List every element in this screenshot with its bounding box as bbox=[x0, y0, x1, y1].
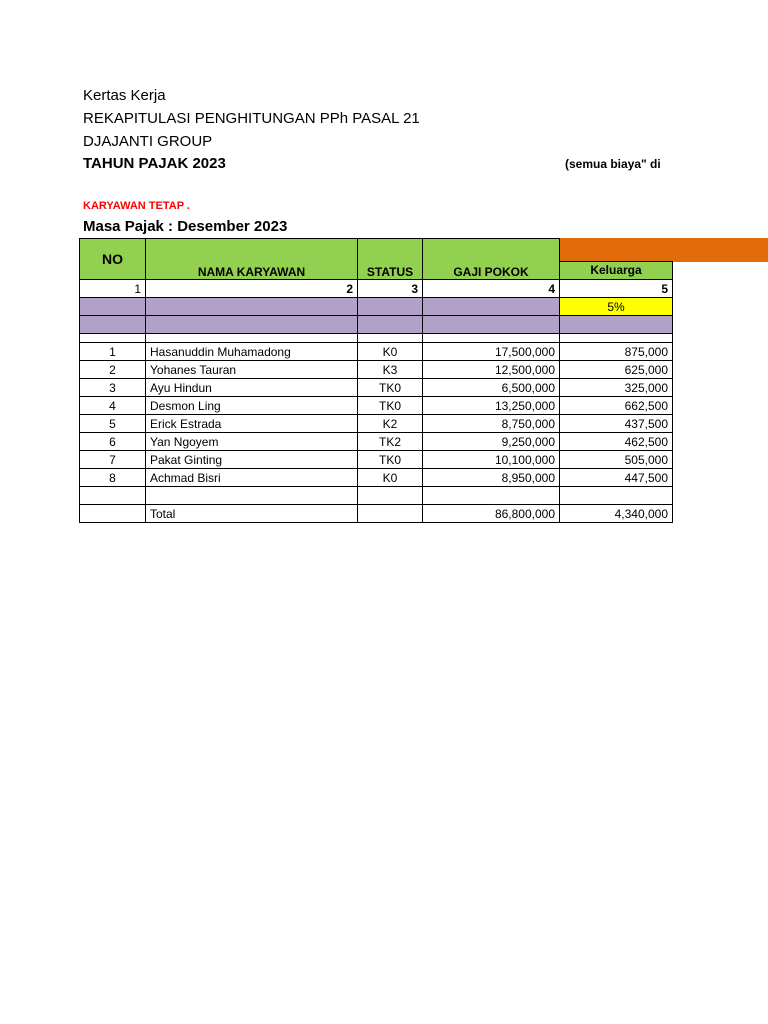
table-row bbox=[80, 415, 673, 433]
row-gaji: 6,500,000 bbox=[423, 379, 560, 397]
row-no: 6 bbox=[80, 433, 146, 451]
row-no: 1 bbox=[80, 343, 146, 361]
row-no: 3 bbox=[80, 379, 146, 397]
cost-note: (semua biaya" di bbox=[565, 157, 661, 171]
row-status: K0 bbox=[358, 343, 423, 361]
col-number: 1 bbox=[80, 280, 146, 298]
row-keluarga: 325,000 bbox=[560, 379, 673, 397]
purple-cell bbox=[423, 316, 560, 334]
row-gaji: 17,500,000 bbox=[423, 343, 560, 361]
row-no: 7 bbox=[80, 451, 146, 469]
doc-label: Kertas Kerja bbox=[83, 87, 166, 104]
col-header-no: NO bbox=[80, 239, 146, 280]
row-gaji: 8,750,000 bbox=[423, 415, 560, 433]
company-name: DJAJANTI GROUP bbox=[83, 133, 213, 150]
row-keluarga: 447,500 bbox=[560, 469, 673, 487]
table-row bbox=[80, 451, 673, 469]
row-nama: Desmon Ling bbox=[146, 397, 358, 415]
row-nama: Achmad Bisri bbox=[146, 469, 358, 487]
row-status: TK0 bbox=[358, 379, 423, 397]
col-header-nama: NAMA KARYAWAN bbox=[146, 239, 358, 280]
table-row bbox=[80, 397, 673, 415]
row-nama: Pakat Ginting bbox=[146, 451, 358, 469]
col-header-gaji: GAJI POKOK bbox=[423, 239, 560, 280]
row-no: 8 bbox=[80, 469, 146, 487]
blank-cell bbox=[146, 334, 358, 343]
header-spacer bbox=[560, 239, 673, 262]
blank-cell bbox=[423, 334, 560, 343]
col-header-keluarga: Keluarga bbox=[560, 261, 673, 279]
total-gaji: 86,800,000 bbox=[423, 505, 560, 523]
section-title: KARYAWAN TETAP . bbox=[83, 200, 190, 212]
total-label: Total bbox=[146, 505, 358, 523]
col-number: 3 bbox=[358, 280, 423, 298]
rate-cell: 5% bbox=[560, 298, 673, 316]
total-row bbox=[80, 505, 673, 523]
row-keluarga: 437,500 bbox=[560, 415, 673, 433]
row-keluarga: 662,500 bbox=[560, 397, 673, 415]
blank-cell bbox=[358, 487, 423, 505]
row-nama: Hasanuddin Muhamadong bbox=[146, 343, 358, 361]
col-number: 5 bbox=[560, 280, 673, 298]
header-row-top bbox=[80, 239, 673, 262]
row-status: K0 bbox=[358, 469, 423, 487]
row-gaji: 9,250,000 bbox=[423, 433, 560, 451]
col-header-status: STATUS bbox=[358, 239, 423, 280]
row-nama: Yan Ngoyem bbox=[146, 433, 358, 451]
table-row bbox=[80, 343, 673, 361]
tax-period: Masa Pajak : Desember 2023 bbox=[83, 218, 288, 235]
row-no: 5 bbox=[80, 415, 146, 433]
purple-cell bbox=[358, 298, 423, 316]
table-row bbox=[80, 433, 673, 451]
blank-cell bbox=[358, 334, 423, 343]
row-gaji: 10,100,000 bbox=[423, 451, 560, 469]
row-nama: Erick Estrada bbox=[146, 415, 358, 433]
doc-title: REKAPITULASI PENGHITUNGAN PPh PASAL 21 bbox=[83, 110, 420, 127]
total-keluarga: 4,340,000 bbox=[560, 505, 673, 523]
purple-cell bbox=[146, 316, 358, 334]
row-status: TK0 bbox=[358, 451, 423, 469]
row-nama: Ayu Hindun bbox=[146, 379, 358, 397]
blank-cell bbox=[423, 487, 560, 505]
row-keluarga: 462,500 bbox=[560, 433, 673, 451]
purple-cell bbox=[146, 298, 358, 316]
blank-cell bbox=[146, 487, 358, 505]
purple-cell bbox=[358, 316, 423, 334]
purple-cell bbox=[423, 298, 560, 316]
col-number: 2 bbox=[146, 280, 358, 298]
row-gaji: 12,500,000 bbox=[423, 361, 560, 379]
empty-row bbox=[80, 487, 673, 505]
row-gaji: 13,250,000 bbox=[423, 397, 560, 415]
table-row bbox=[80, 379, 673, 397]
row-keluarga: 875,000 bbox=[560, 343, 673, 361]
purple-row bbox=[80, 316, 673, 334]
row-status: TK0 bbox=[358, 397, 423, 415]
row-keluarga: 625,000 bbox=[560, 361, 673, 379]
row-status: K3 bbox=[358, 361, 423, 379]
row-no: 4 bbox=[80, 397, 146, 415]
row-status: TK2 bbox=[358, 433, 423, 451]
blank-cell bbox=[560, 334, 673, 343]
spacer-row bbox=[80, 334, 673, 343]
row-gaji: 8,950,000 bbox=[423, 469, 560, 487]
purple-cell bbox=[80, 316, 146, 334]
rate-row bbox=[80, 298, 673, 316]
employee-tax-table bbox=[79, 238, 673, 523]
tax-year: TAHUN PAJAK 2023 bbox=[83, 155, 226, 172]
blank-cell bbox=[80, 505, 146, 523]
blank-cell bbox=[560, 487, 673, 505]
col-number-row bbox=[80, 280, 673, 298]
blank-cell bbox=[80, 334, 146, 343]
row-keluarga: 505,000 bbox=[560, 451, 673, 469]
purple-cell bbox=[560, 316, 673, 334]
purple-cell bbox=[80, 298, 146, 316]
row-status: K2 bbox=[358, 415, 423, 433]
row-nama: Yohanes Tauran bbox=[146, 361, 358, 379]
table-row bbox=[80, 361, 673, 379]
col-number: 4 bbox=[423, 280, 560, 298]
blank-cell bbox=[358, 505, 423, 523]
table-row bbox=[80, 469, 673, 487]
row-no: 2 bbox=[80, 361, 146, 379]
blank-cell bbox=[80, 487, 146, 505]
